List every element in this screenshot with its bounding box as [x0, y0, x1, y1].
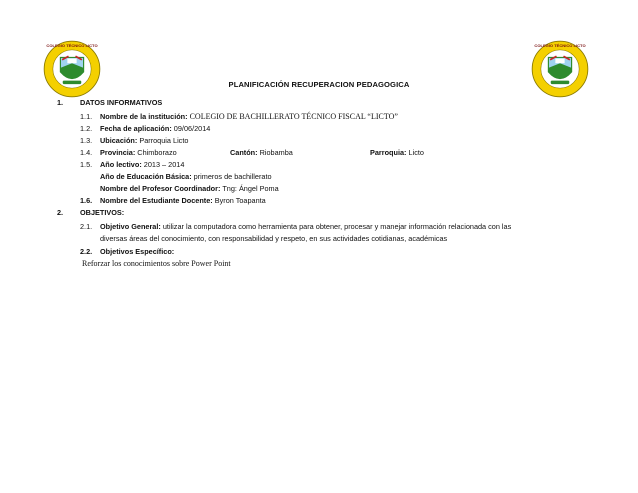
item-objetivo-general: 2.1. Objetivo General: utilizar la computadora como herramienta para obtener, procesar y manejar información relacionada con las: [80, 222, 512, 231]
svg-text:COLEGIO TÉCNICO LICTO: COLEGIO TÉCNICO LICTO: [534, 42, 586, 48]
item-canton: Cantón: Riobamba: [230, 148, 293, 157]
item-parroquia: Parroquia: Licto: [370, 148, 424, 157]
document-title: PLANIFICACIÓN RECUPERACION PEDAGOGICA: [228, 80, 410, 89]
item-anio-educacion: Año de Educación Básica: primeros de bachillerato: [100, 172, 272, 181]
section-datos-informativos: 1. DATOS INFORMATIVOS: [57, 98, 163, 107]
item-anio-lectivo: 1.5. Año lectivo: 2013 – 2014: [80, 160, 185, 169]
objetivo-general-cont: diversas áreas del conocimiento, con responsabilidad y respeto, en sus actividades cotidianas, académicas: [100, 234, 448, 243]
item-provincia: 1.4. Provincia: Chimborazo: [80, 148, 177, 157]
item-institucion: 1.1. Nombre de la institución: COLEGIO DE BACHILLERATO TÉCNICO FISCAL “LICTO”: [80, 112, 398, 121]
canton-value: Riobamba: [257, 148, 293, 157]
item-profesor: Nombre del Profesor Coordinador: Tng: Ángel Poma: [100, 184, 279, 193]
svg-text:COLEGIO TÉCNICO LICTO: COLEGIO TÉCNICO LICTO: [46, 42, 98, 48]
estudiante-value: Byron Toapanta: [212, 196, 266, 205]
section-objetivos: 2. OBJETIVOS:: [57, 208, 125, 217]
objetivo-especifico-text: Reforzar los conocimientos sobre Power Point: [82, 259, 231, 268]
item-objetivos-especificos: 2.2. Objetivos Específico:: [80, 247, 175, 256]
ubicacion-value: Parroquia Licto: [137, 136, 189, 145]
objetivo-general-value: utilizar la computadora como herramienta para obtener, procesar y manejar información relacionada con las: [160, 222, 512, 231]
anio-lectivo-value: 2013 – 2014: [141, 160, 185, 169]
item-ubicacion: 1.3. Ubicación: Parroquia Licto: [80, 136, 189, 145]
profesor-value: Tng: Ángel Poma: [220, 184, 279, 193]
parroquia-value: Licto: [406, 148, 424, 157]
fecha-value: 09/06/2014: [171, 124, 211, 133]
school-logo-left: [43, 40, 101, 98]
institucion-value: COLEGIO DE BACHILLERATO TÉCNICO FISCAL “LICTO”: [187, 112, 398, 121]
provincia-value: Chimborazo: [135, 148, 177, 157]
item-fecha: 1.2. Fecha de aplicación: 09/06/2014: [80, 124, 211, 133]
anio-educacion-value: primeros de bachillerato: [191, 172, 272, 181]
item-estudiante: 1.6. Nombre del Estudiante Docente: Byron Toapanta: [80, 196, 266, 205]
school-logo-right: [531, 40, 589, 98]
